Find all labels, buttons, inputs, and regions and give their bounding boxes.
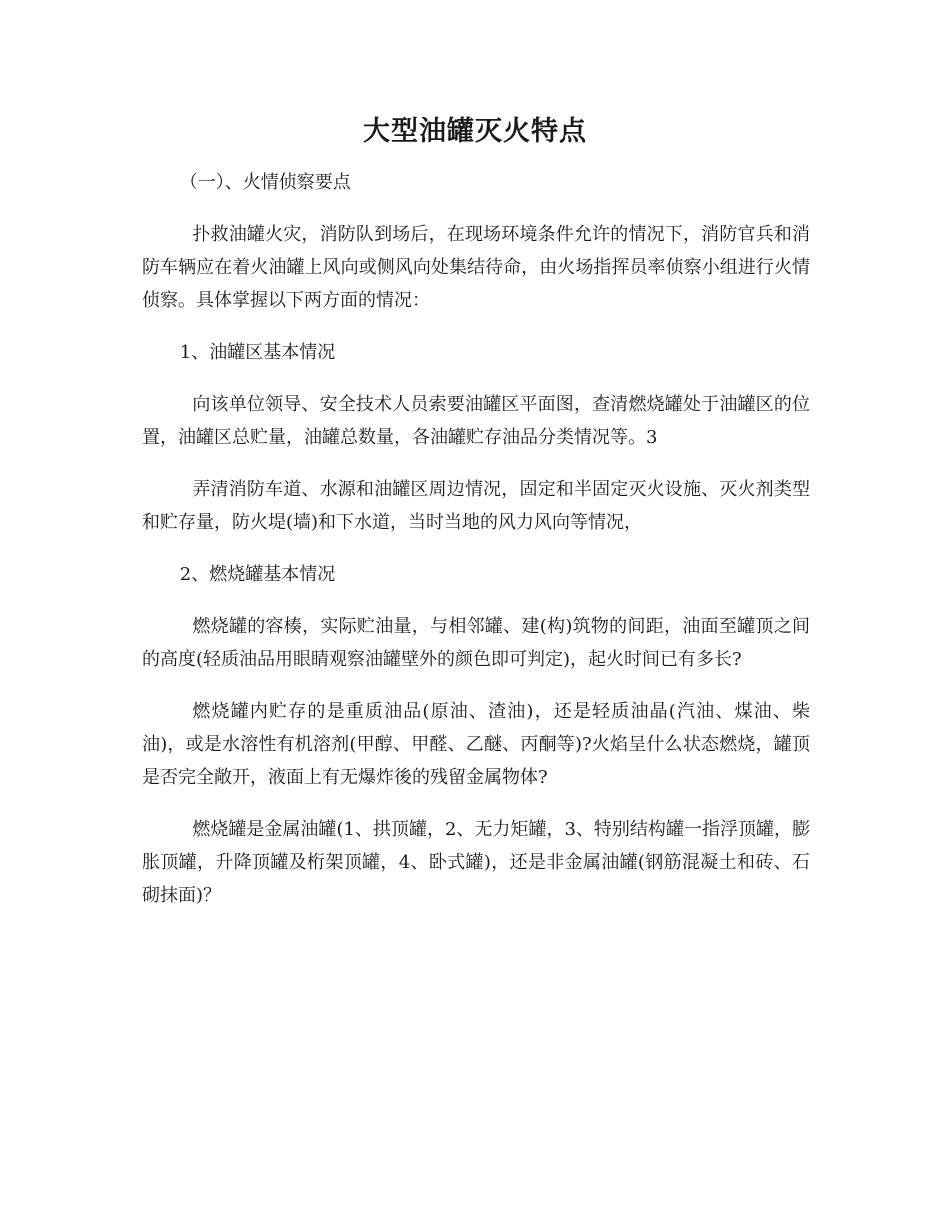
paragraph-intro: 扑救油罐火灾，消防队到场后，在现场环境条件允许的情况下，消防官兵和消防车辆应在着火油罐上风向或侧风向处集结待命，由火场指挥员率侦察小组进行火情侦察。具体掌握以下两方面的情况： — [142, 224, 810, 311]
document-body — [142, 166, 810, 931]
paragraph-tank-area-1: 向该单位领导、安全技术人员索要油罐区平面图，查清燃烧罐处于油罐区的位置，油罐区总贮量，油罐总数量，各油罐贮存油品分类情况等。3 — [142, 394, 810, 448]
paragraph-burning-tank-1: 燃烧罐的容楱，实际贮油量，与相邻罐、建(构)筑物的间距，油面至罐顶之间的高度(轻质油品用眼睛观察油罐壁外的颜色即可判定)，起火时间已有多长? — [142, 616, 810, 670]
subsection-heading-1: 1、油罐区基本情况 — [179, 342, 336, 363]
subsection-heading-2: 2、燃烧罐基本情况 — [179, 564, 336, 585]
paragraph-burning-tank-2: 燃烧罐内贮存的是重质油品(原油、渣油)，还是轻质油晶(汽油、煤油、柴油)，或是水溶性有机溶剂(甲醇、甲醛、乙醚、丙酮等)?火焰呈什么状态燃烧，罐顶是否完全敞开，液面上有无爆炸後的残留金属物体? — [142, 701, 810, 788]
paragraph-tank-area-2: 弄清消防车道、水源和油罐区周边情况，固定和半固定灭火设施、灭火剂类型和贮存量，防火堤(墙)和下水道，当时当地的风力风向等情况， — [142, 479, 810, 533]
section-heading: （一）、火情侦察要点 — [179, 172, 351, 193]
page-title: 大型油罐灭火特点 — [363, 116, 587, 147]
paragraph-burning-tank-3: 燃烧罐是金属油罐(1、拱顶罐，2、无力矩罐，3、特别结构罐一指浮顶罐，膨胀顶罐，升降顶罐及桁架顶罐，4、卧式罐)，还是非金属油罐(钢筋混凝土和砖、石砌抹面)？ — [142, 819, 810, 906]
